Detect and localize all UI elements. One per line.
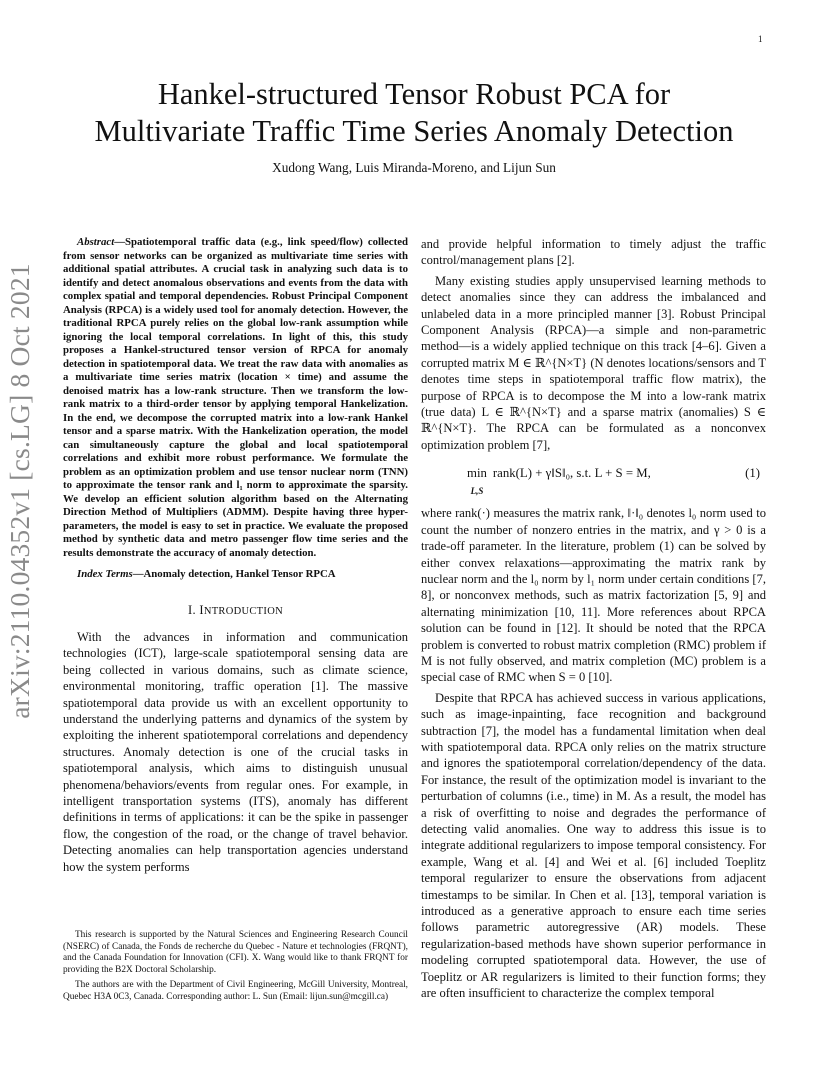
title-line-1: Hankel-structured Tensor Robust PCA for [157,77,671,111]
footnote-funding: This research is supported by the Natural Sciences and Engineering Research Council (NSERC) of Canada, the Fonds de recherche du Quebec - Nature et technologies (FRQNT), and the Canada Foundation for Innovation (CFI). X. Wang would like to thank FRQNT for providing the B2X Doctoral Scholarship. [63,930,408,976]
abstract-body: —Spatiotemporal traffic data (e.g., link speed/flow) collected from sensor networks can be organized as multivariate time series with additional spatial attributes. A crucial task in analyzing such data is to identify and detect anomalous observations and events from the data with complex spatial and temporal dependencies. Robust Principal Component Analysis (RPCA) is a widely used tool for anomaly detection. However, the traditional RPCA purely relies on the global low-rank assumption while ignoring the local temporal correlations. In light of this, this study proposes a Hankel-structured tensor version of RPCA for anomaly detection in spatiotemporal data. We treat the raw data with anomalies as a multivariate time series matrix (location × time) and assume the denoised matrix has a low-rank structure. Then we transform the low-rank matrix to a third-order tensor by applying temporal Hankelization. In the end, we decompose the corrupted matrix into a low-rank Hankel tensor and a sparse matrix. With the Hankelization operation, the model can simultaneously capture the global and local spatiotemporal correlations and exhibit more robust performance. We formulate the problem as an optimization problem and use tensor nuclear norm (TNN) to approximate the tensor rank and l₁ norm to approximate the sparsity. We develop an efficient solution algorithm based on the Alternating Direction Method of Multipliers (ADMM). Despite having three hyper-parameters, the model is easy to set in practice. We evaluate the proposed method by synthetic data and metro passenger flow time series and the results demonstrate the accuracy of anomaly detection. [63,236,408,559]
footnotes [63,930,408,1006]
abstract-lead: Abstract [77,236,115,248]
page-number: 1 [758,34,763,44]
right-paragraph-2: where rank(·) measures the matrix rank, ‖·‖₀ denotes l₀ norm used to count the number of nonzero entries in the matrix, and γ > 0 is a trade-off parameter. In the literature, problem (1) can be solved by either convex relaxations—approximating the matrix rank by nuclear norm and the l₀ norm by l₁ norm under certain conditions [7, 8], or nonconvex methods, such as matrix factorization [5, 9] and alternating minimization [10, 11]. More references about RPCA solution can be found in [12]. It should be noted that the RPCA problem is converted to robust matrix completion (RMC) problem if M is not fully observed, and matrix completion (MC) problem is a special case of RMC when S = 0 [10]. [421,506,766,685]
title-line-2: Multivariate Traffic Time Series Anomaly Detection [94,114,734,148]
index-terms-lead: Index Terms [77,568,133,580]
section-rest: NTRODUCTION [203,605,283,617]
equation-min-word: min [467,466,487,481]
index-terms-body: —Anomaly detection, Hankel Tensor RPCA [132,568,336,580]
section-heading-introduction [63,602,408,620]
arxiv-stamp [2,263,38,719]
equation-1 [421,459,766,499]
section-initial: I [199,602,204,617]
equation-subscript: L,S [470,485,484,496]
left-column [63,236,408,875]
arxiv-stamp-text: arXiv:2110.04352v1 [cs.LG] 8 Oct 2021 [4,263,35,719]
right-paragraph-1: Many existing studies apply unsupervised learning methods to detect anomalies since they can address the imbalanced and unlabeled data in a more principled manner [3]. Robust Principal Component Analysis (RPCA)—a simple and non-parametric method—is a widely applied technique on this track [4–6]. Given a corrupted matrix M ∈ ℝ^{N×T} (N denotes locations/sensors and T denotes time steps in spatiotemporal traffic flow matrix), the purpose of RPCA is to decompose the M into a low-rank matrix (true data) L ∈ ℝ^{N×T} and a sparse matrix (anomalies) S ∈ ℝ^{N×T}. The RPCA can be formulated as a nonconvex optimization problem [7], [421,273,766,452]
index-terms [63,568,408,582]
equation-body [467,465,651,499]
right-paragraph-0: and provide helpful information to timely adjust the traffic control/management plans [2]. [421,237,766,268]
intro-paragraph-1: With the advances in information and communication technologies (ICT), large-scale spatiotemporal sensing data are being collected in various domains, such as climate science, environmental monitoring, traffic operation [1]. The massive spatiotemporal data provide us with an excellent opportunity to understand the underlying patterns and dynamics of the system by exploiting the inherent spatiotemporal correlations and dependency structures. Anomaly detection is one of the crucial tasks in spatiotemporal analysis, which aims to distinguish unusual phenomena/behaviors/events from regular ones. For example, in intelligent transportation systems (ITS), anomaly has different definitions in terms of applications: it can be the spike in passenger flow, the congestion of the road, or the change of travel behavior. Detecting anomalies can help transportation agencies understand how the system performs [63,629,408,874]
authors: Xudong Wang, Luis Miranda-Moreno, and Lijun Sun [272,160,556,175]
equation-min [467,465,487,499]
section-number: I. [188,602,200,617]
right-paragraph-3: Despite that RPCA has achieved success in various applications, such as image-inpainting, face recognition and background subtraction [7], the model has a fundamental limitation when deal with spatiotemporal data. RPCA only relies on the matrix structure and ignores the spatiotemporal correlation/dependency of the data. For instance, the result of the optimization model is invariant to the perturbation of columns (i.e., time) in M. As a result, the model has a risk of overfitting to noise and degrades the performance of detecting valid anomalies. One way to address this issue is to integrate additional regularizers to impose temporal consistency. For example, Wang et al. [4] and Wei et al. [6] included Toeplitz temporal regularizer to ensure the observations from adjacent timestamps to be similar. In Chen et al. [13], temporal variation is introduced as a generative approach to ensure each time series follows parametric autoregressive (AR) models. These regularization-based methods have shown superior performance in modeling corrupted spatiotemporal data. However, the use of Toeplitz or AR regularizers is limited to their function forms; they are often insufficient to characterize the complex temporal [421,690,766,1001]
footnote-affiliation: The authors are with the Department of Civil Engineering, McGill University, Montreal, Quebec H3A 0C3, Canada. Corresponding author: L. Sun (Email: lijun.sun@mcgill.ca) [63,979,408,1002]
equation-number: (1) [745,466,760,481]
equation-expression: rank(L) + γ‖S‖₀, s.t. L + S = M, [492,466,651,481]
abstract [63,236,408,560]
right-column [421,236,766,1001]
paper-title [0,76,828,150]
